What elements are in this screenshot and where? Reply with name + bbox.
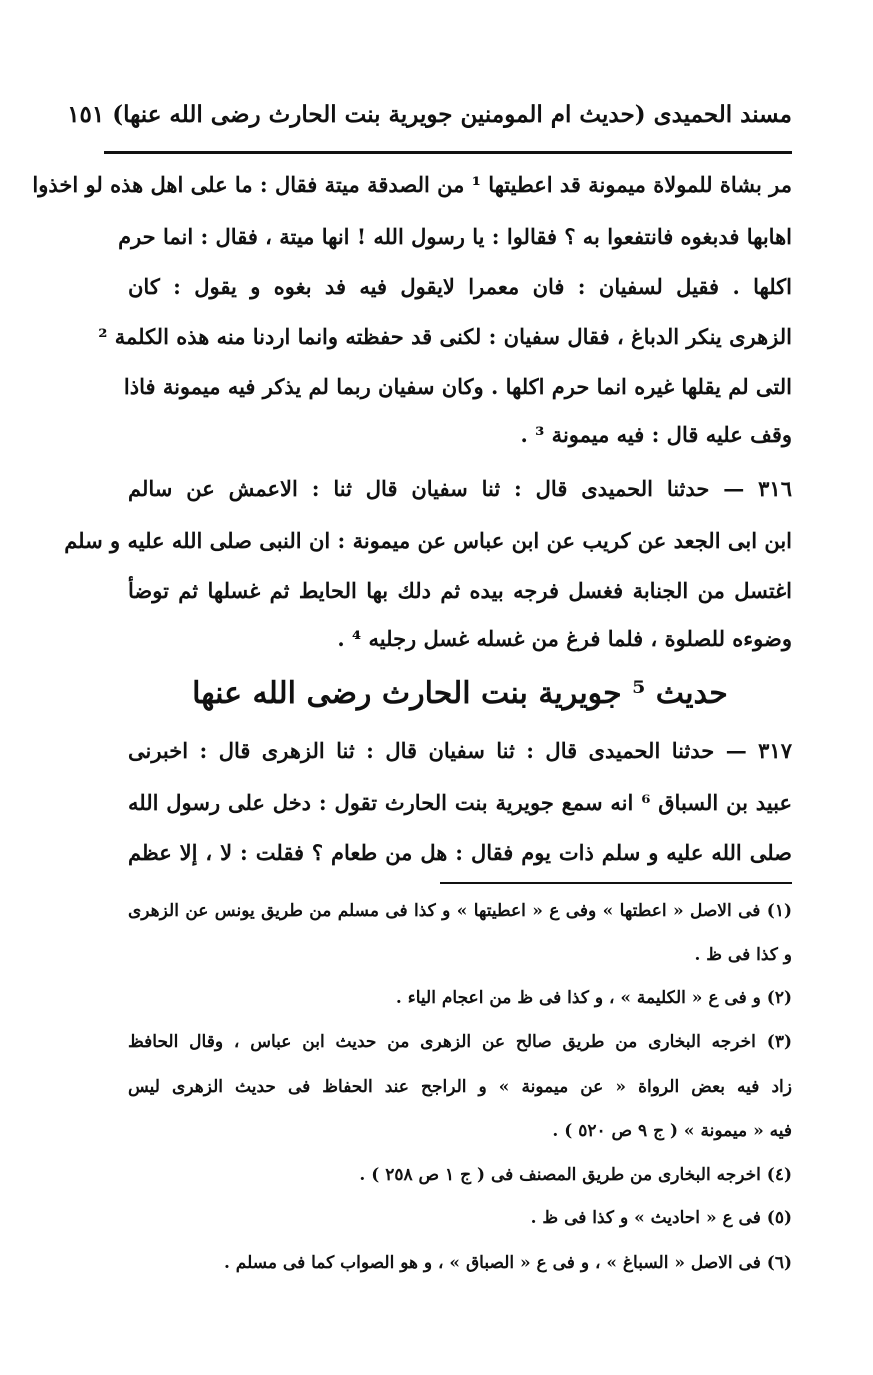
body-line: التى لم يقلها غيره انما حرم اكلها . وكان سفيان ربما لم يذكر فيه ميمونة فاذا (123, 374, 792, 399)
section-heading: حديث ⁵ جويرية بنت الحارث رضى الله عنها (192, 676, 728, 711)
footnote-line: و كذا فى ظ . (694, 945, 792, 965)
hadith-317-line: عبيد بن السباق ⁶ انه سمع جويرية بنت الحارث تقول : دخل على رسول الله (128, 790, 792, 815)
footnote-line: (٣) اخرجه البخارى من طريق صالح عن الزهرى من حديث ابن عباس ، وقال الحافظ (128, 1032, 792, 1052)
body-line: اهابها فدبغوه فانتفعوا به ؟ فقالوا : يا رسول الله ! انها ميتة ، فقال : انما حرم (118, 224, 792, 249)
body-line: وقف عليه قال : فيه ميمونة ³ . (520, 422, 792, 447)
hadith-316-line: ابن ابى الجعد عن كريب عن ابن عباس عن ميمونة : ان النبى صلى الله عليه و سلم (64, 528, 792, 553)
footnote-line: زاد فيه بعض الرواة « عن ميمونة » و الراجح عند الحفاظ فى حديث الزهرى ليس (128, 1077, 792, 1097)
footnote-rule (440, 882, 792, 884)
footnote-line: (٢) و فى ع « الكليمة » ، و كذا فى ظ من اعجام الياء . (395, 988, 792, 1008)
hadith-316-line: اغتسل من الجنابة فغسل فرجه بيده ثم دلك بها الحايط ثم غسلها ثم توضأ (128, 578, 792, 603)
hadith-317-line: ٣١٧ — حدثنا الحميدى قال : ثنا سفيان قال : ثنا الزهرى قال : اخبرنى (128, 738, 792, 763)
header-rule (104, 151, 792, 154)
hadith-317-line: صلى الله عليه و سلم ذات يوم فقال : هل من طعام ؟ فقلت : لا ، إلا عظم (128, 840, 792, 865)
hadith-316-line: وضوءه للصلوة ، فلما فرغ من غسله غسل رجليه ⁴ . (337, 626, 792, 651)
body-line: الزهرى ينكر الدباغ ، فقال سفيان : لكنى قد حفظته وانما اردنا منه هذه الكلمة ² (98, 324, 792, 349)
body-line: اكلها . فقيل لسفيان : فان معمرا لايقول فيه فد بغوه و يقول : كان (128, 274, 792, 299)
body-line: مر بشاة للمولاة ميمونة قد اعطيتها ¹ من الصدقة ميتة فقال : ما على اهل هذه لو اخذوا (32, 172, 792, 197)
footnote-line: فيه « ميمونة » ( ج ٩ ص ٥٢٠ ) . (552, 1121, 792, 1141)
hadith-316-line: ٣١٦ — حدثنا الحميدى قال : ثنا سفيان قال ثنا : الاعمش عن سالم (128, 476, 792, 501)
footnote-line: (٦) فى الاصل « السباغ » ، و فى ع « الصباق » ، و هو الصواب كما فى مسلم . (223, 1253, 792, 1273)
footnote-line: (٥) فى ع « احاديث » و كذا فى ظ . (530, 1208, 792, 1228)
running-header: مسند الحميدى (حديث ام المومنين جويرية بنت الحارث رضى الله عنها) ١٥١ (67, 101, 792, 128)
footnote-line: (١) فى الاصل « اعطتها » وفى ع « اعطيتها » و كذا فى مسلم من طريق يونس عن الزهرى (128, 901, 792, 921)
footnote-line: (٤) اخرجه البخارى من طريق المصنف فى ( ج ١ ص ٢٥٨ ) . (359, 1165, 792, 1185)
